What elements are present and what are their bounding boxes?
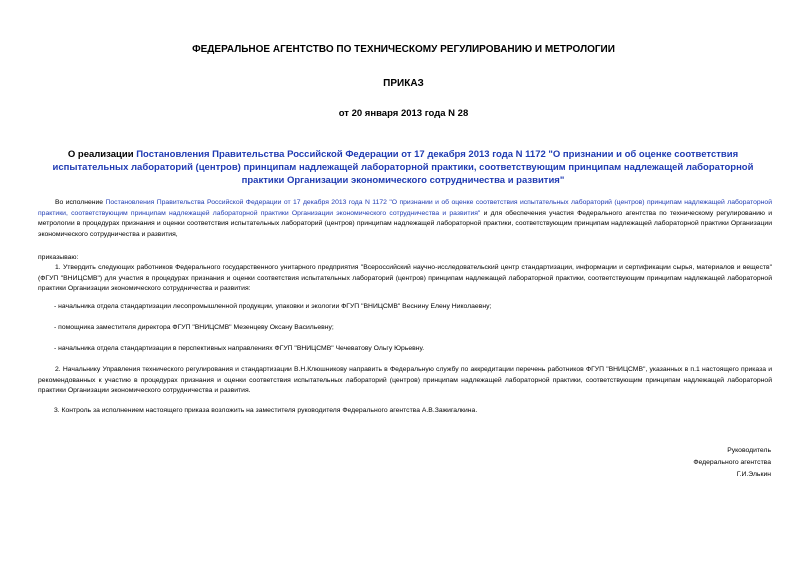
intro-decree-link[interactable]: Постановления Правительства Российской Федерации от 17 декабря 2013 года N 1172 "О признании и об оценке соответствия испытательных лабораторий (центров) принципам надлежащей лабораторной практики, соответствующим принципам надлежащей лабораторной практики Организации экономического сотрудничества и развития" bbox=[38, 199, 772, 217]
item-3: 3. Контроль за исполнением настоящего приказа возложить на заместителя руководителя Федерального агентства А.В.Зажигалкина. bbox=[54, 407, 478, 414]
list-item-employee-1: - начальника отдела стандартизации лесопромышленной продукции, упаковки и экологии ФГУП "ВНИЦСМВ" Веснину Елену Николаевну; bbox=[54, 303, 492, 310]
signature-name: Г.И.Элькин bbox=[736, 471, 771, 478]
document-type: ПРИКАЗ bbox=[383, 78, 424, 89]
agency-title: ФЕДЕРАЛЬНОЕ АГЕНТСТВО ПО ТЕХНИЧЕСКОМУ РЕГУЛИРОВАНИЮ И МЕТРОЛОГИИ bbox=[192, 44, 615, 55]
intro-paragraph bbox=[38, 198, 772, 240]
order-word: приказываю: bbox=[38, 254, 79, 261]
intro-prefix: Во исполнение bbox=[55, 199, 106, 206]
document-date-number: от 20 января 2013 года N 28 bbox=[338, 108, 469, 119]
subject-decree-link[interactable]: Постановления Правительства Российской Федерации от 17 декабря 2013 года N 1172 "О признании и об оценке соответствия испытательных лабораторий (центров) принципам надлежащей лабораторной практики, соответствующим принципам надлежащей лабораторной практики Организации экономического сотрудничества и развития" bbox=[52, 149, 754, 186]
signature-organization: Федерального агентства bbox=[693, 459, 771, 466]
list-item-employee-3: - начальника отдела стандартизации в перспективных направлениях ФГУП "ВНИЦСМВ" Чечеватову Ольгу Юрьевну. bbox=[54, 345, 425, 352]
list-item-employee-2: - помощника заместителя директора ФГУП "ВНИЦСМВ" Мезенцеву Оксану Васильевну; bbox=[54, 324, 334, 331]
item-2: 2. Начальнику Управления технического регулирования и стандартизации В.Н.Клюшникову направить в Федеральную службу по аккредитации перечень работников ФГУП "ВНИЦСМВ", указанных в п.1 настоящего приказа и рекомендованных к участию в процедурах признания и оценки соответствия испытательных лабораторий (центров) принципам надлежащей лабораторной практики, соответствующим принципам надлежащей лабораторной практики Организации экономического сотрудничества и развития. bbox=[38, 366, 772, 394]
item-1: 1. Утвердить следующих работников Федерального государственного унитарного предприятия "Всероссийский научно-исследовательский центр стандартизации, информации и сертификации сырья, материалов и веществ" (ФГУП "ВНИЦСМВ") для участия в процедурах признания и оценки соответствия испытательных лабораторий (центров) принципам надлежащей лабораторной практики, соответствующим принципам надлежащей лабораторной практики Организации экономического сотрудничества и развития: bbox=[38, 264, 772, 292]
signature-block bbox=[693, 445, 771, 481]
signature-position: Руководитель bbox=[727, 447, 771, 454]
intro-suffix: и для обеспечения участия Федерального агентства по техническому регулированию и метрологии в процедурах признания и оценки соответствия испытательных лабораторий (центров) принципам надлежащей лабораторной практики, соответствующим принципам надлежащей лабораторной практики Организации экономического сотрудничества и развития, bbox=[38, 209, 772, 238]
document-subject bbox=[34, 148, 772, 187]
subject-prefix: О реализации bbox=[67, 149, 137, 160]
